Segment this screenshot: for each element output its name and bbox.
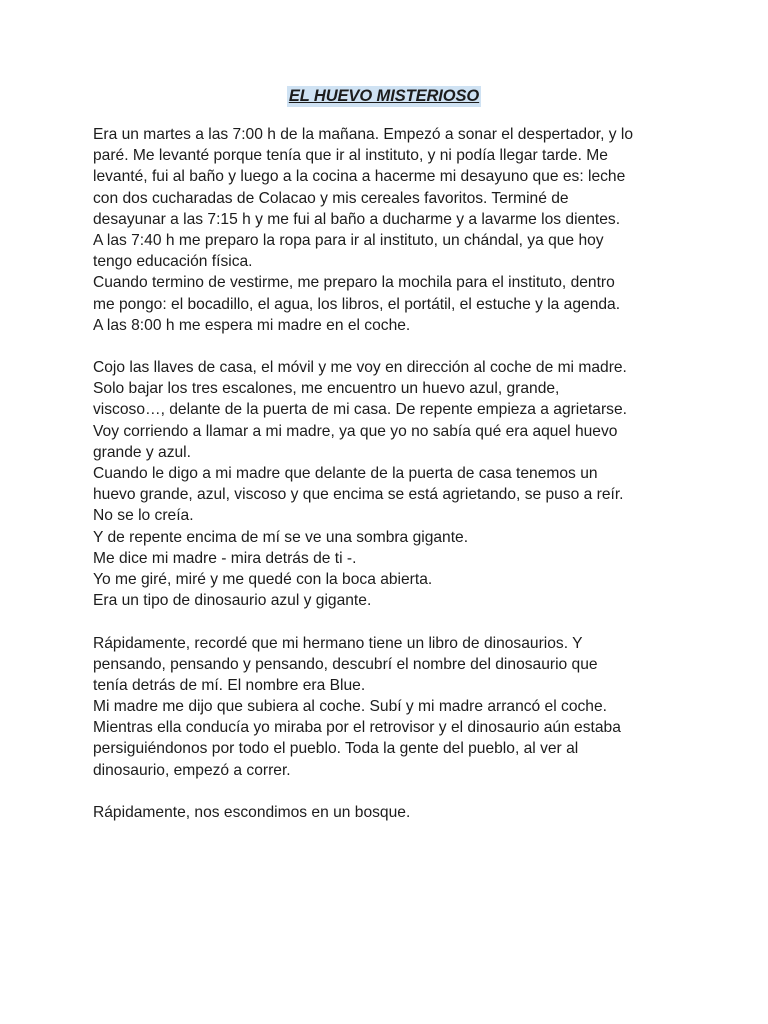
paragraph-gap bbox=[93, 611, 693, 632]
text-line: tenía detrás de mí. El nombre era Blue. bbox=[93, 676, 366, 694]
text-line: Cojo las llaves de casa, el móvil y me voy en dirección al coche de mi madre. bbox=[93, 359, 627, 377]
paragraph bbox=[93, 633, 693, 781]
document-body bbox=[93, 124, 693, 823]
text-line: Me dice mi madre - mira detrás de ti -. bbox=[93, 549, 357, 567]
text-line: paré. Me levanté porque tenía que ir al instituto, y ni podía llegar tarde. Me bbox=[93, 147, 608, 165]
text-line: huevo grande, azul, viscoso y que encima se está agrietando, se puso a reír. bbox=[93, 486, 624, 504]
text-line: dinosaurio, empezó a correr. bbox=[93, 761, 291, 779]
paragraph bbox=[93, 802, 693, 823]
text-line: Solo bajar los tres escalones, me encuentro un huevo azul, grande, bbox=[93, 380, 560, 398]
paragraph-gap bbox=[93, 336, 693, 357]
text-line: grande y azul. bbox=[93, 443, 191, 461]
text-line: viscoso…, delante de la puerta de mi casa. De repente empieza a agrietarse. bbox=[93, 401, 627, 419]
text-line: Yo me giré, miré y me quedé con la boca abierta. bbox=[93, 570, 433, 588]
text-line: Era un tipo de dinosaurio azul y gigante. bbox=[93, 592, 372, 610]
text-line: pensando, pensando y pensando, descubrí el nombre del dinosaurio que bbox=[93, 655, 598, 673]
text-line: Cuando le digo a mi madre que delante de la puerta de casa tenemos un bbox=[93, 465, 598, 482]
text-line: persiguiéndonos por todo el pueblo. Toda la gente del pueblo, al ver al bbox=[93, 740, 579, 758]
text-line: A las 8:00 h me espera mi madre en el coche. bbox=[93, 316, 411, 334]
document-title: EL HUEVO MISTERIOSO bbox=[288, 87, 480, 105]
text-line: Cuando termino de vestirme, me preparo la mochila para el instituto, dentro bbox=[93, 274, 615, 292]
text-line: Mi madre me dijo que subiera al coche. Subí y mi madre arrancó el coche. bbox=[93, 698, 607, 716]
text-line: Voy corriendo a llamar a mi madre, ya que yo no sabía qué era aquel huevo bbox=[93, 422, 618, 440]
paragraph bbox=[93, 124, 693, 336]
text-line: Rápidamente, recordé que mi hermano tiene un libro de dinosaurios. Y bbox=[93, 634, 583, 652]
text-line: A las 7:40 h me preparo la ropa para ir al instituto, un chándal, ya que hoy bbox=[93, 231, 604, 249]
text-line: Mientras ella conducía yo miraba por el retrovisor y el dinosaurio aún estaba bbox=[93, 719, 621, 737]
text-line: Rápidamente, nos escondimos en un bosque. bbox=[93, 804, 411, 821]
paragraph-gap bbox=[93, 781, 693, 802]
text-line: me pongo: el bocadillo, el agua, los libros, el portátil, el estuche y la agenda. bbox=[93, 295, 621, 313]
title-container bbox=[0, 86, 768, 107]
text-line: No se lo creía. bbox=[93, 507, 194, 525]
text-line: Era un martes a las 7:00 h de la mañana. Empezó a sonar el despertador, y lo bbox=[93, 126, 634, 143]
paragraph bbox=[93, 357, 693, 611]
text-line: tengo educación física. bbox=[93, 253, 253, 271]
text-line: con dos cucharadas de Colacao y mis cereales favoritos. Terminé de bbox=[93, 189, 569, 207]
text-line: levanté, fui al baño y luego a la cocina a hacerme mi desayuno que es: leche bbox=[93, 168, 626, 186]
text-line: desayunar a las 7:15 h y me fui al baño a ducharme y a lavarme los dientes. bbox=[93, 210, 621, 228]
text-line: Y de repente encima de mí se ve una sombra gigante. bbox=[93, 528, 469, 546]
